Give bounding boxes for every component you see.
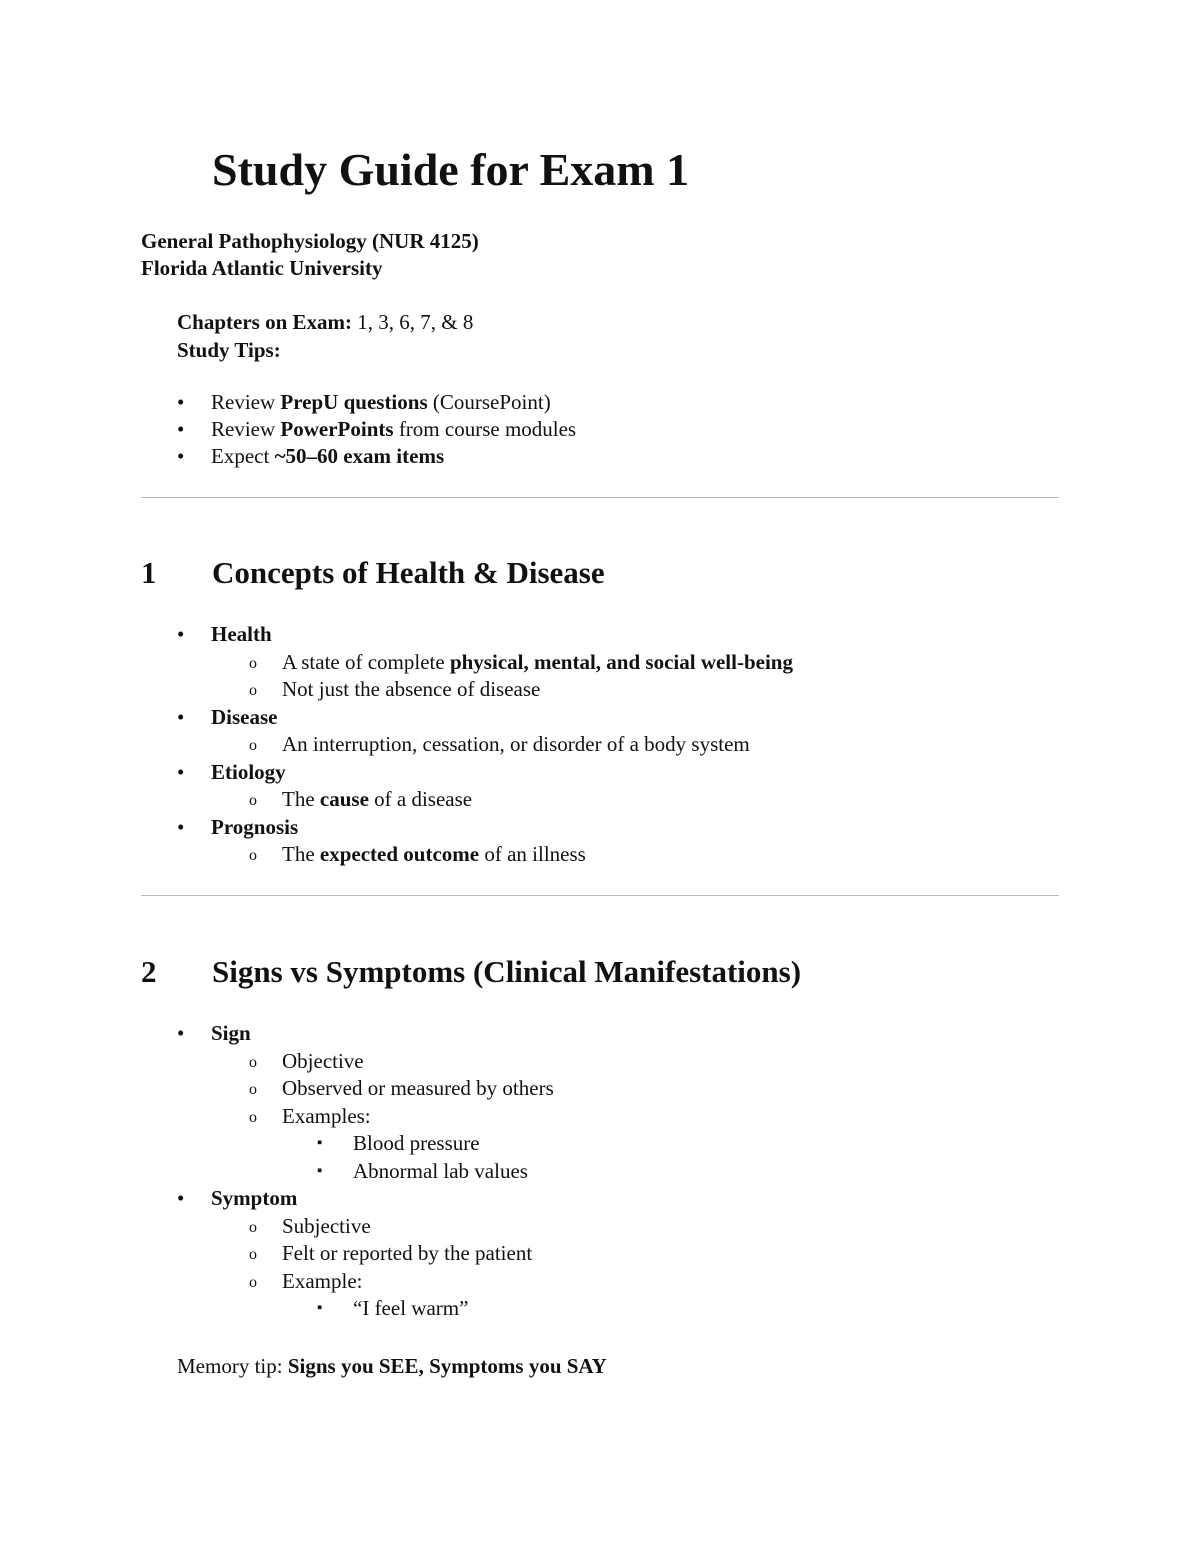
course-info [141, 228, 479, 282]
exam-info [177, 308, 473, 364]
definition-item: o An interruption, cessation, or disorder of a body system [177, 731, 793, 759]
definition-item: o Not just the absence of disease [177, 676, 793, 704]
section-1-list [177, 621, 793, 869]
chapters-value: 1, 3, 6, 7, & 8 [357, 310, 474, 334]
list-item: o Observed or measured by others [177, 1075, 554, 1103]
term-health: • Health [177, 621, 793, 649]
definition-item: o The expected outcome of an illness [177, 841, 793, 869]
example-item: ▪ Abnormal lab values [177, 1158, 554, 1186]
chapters-label: Chapters on Exam: [177, 310, 353, 334]
tip-item: • Review PrepU questions (CoursePoint) [177, 389, 576, 416]
list-item: o Example: [177, 1268, 554, 1296]
term-prognosis: • Prognosis [177, 814, 793, 842]
divider [141, 497, 1059, 498]
section-2-list [177, 1020, 554, 1323]
divider [141, 895, 1059, 896]
term-symptom: • Symptom [177, 1185, 554, 1213]
term-disease: • Disease [177, 704, 793, 732]
page-title: Study Guide for Exam 1 [212, 144, 690, 195]
course-name: General Pathophysiology (NUR 4125) [141, 229, 479, 253]
list-item: o Examples: [177, 1103, 554, 1131]
term-etiology: • Etiology [177, 759, 793, 787]
list-item: o Subjective [177, 1213, 554, 1241]
memory-tip: Memory tip: Signs you SEE, Symptoms you SAY [177, 1354, 607, 1378]
study-tips-label: Study Tips: [177, 338, 281, 362]
study-tips-list [177, 389, 576, 470]
definition-item: o A state of complete physical, mental, and social well-being [177, 649, 793, 677]
tip-item: • Expect ~50–60 exam items [177, 443, 576, 470]
example-item: ▪ “I feel warm” [177, 1295, 554, 1323]
section-heading: 1 Concepts of Health & Disease [141, 555, 605, 590]
example-item: ▪ Blood pressure [177, 1130, 554, 1158]
list-item: o Objective [177, 1048, 554, 1076]
list-item: o Felt or reported by the patient [177, 1240, 554, 1268]
definition-item: o The cause of a disease [177, 786, 793, 814]
section-heading: 2 Signs vs Symptoms (Clinical Manifestations) [141, 954, 802, 989]
term-sign: • Sign [177, 1020, 554, 1048]
university-name: Florida Atlantic University [141, 256, 383, 280]
tip-item: • Review PowerPoints from course modules [177, 416, 576, 443]
